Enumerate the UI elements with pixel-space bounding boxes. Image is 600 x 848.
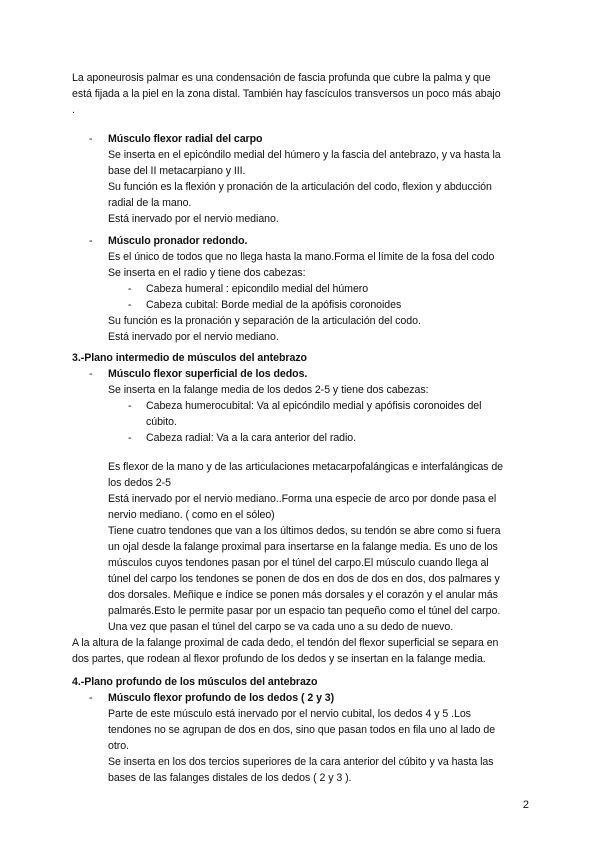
paragraph-line: túnel del carpo los tendones se ponen de dos en dos de dos en dos, dos palmares y [108, 573, 500, 585]
sub-item: cúbito. [146, 416, 177, 428]
paragraph-line: músculos cuyos tendones pasan por el túnel del carpo.El músculo cuando llega al [108, 557, 489, 569]
paragraph-line: Está inervado por el nervio mediano..Forma una especie de arco por donde pasa el [108, 493, 497, 505]
paragraph-line: los dedos 2-5 [108, 477, 171, 489]
paragraph-line: Parte de este músculo está inervado por el nervio cubital, los dedos 4 y 5 .Los [108, 708, 471, 720]
paragraph-line: dos dorsales. Meñique e índice se ponen más dorsales y el corazón y el anular más [108, 589, 498, 601]
paragraph-line: Su función es la pronación y separación de la articulación del codo. [108, 315, 421, 327]
muscle-title-flexor-radial: Músculo flexor radial del carpo [108, 133, 263, 145]
section-heading-3: 3.-Plano intermedio de músculos del antebrazo [72, 352, 307, 364]
paragraph-line: Se inserta en el epicóndilo medial del húmero y la fascia del antebrazo, y va hasta la [108, 149, 501, 161]
paragraph-line: base del II metacarpiano y III. [108, 165, 246, 177]
sub-item: Cabeza humerocubital: Va al epicóndilo medial y apófisis coronoides del [146, 400, 482, 412]
paragraph-line: Está inervado por el nervio mediano. [108, 331, 279, 343]
paragraph-line: Se inserta en el radio y tiene dos cabezas: [108, 267, 306, 279]
intro-line: está fijada a la piel en la zona distal. También hay fascículos transversos un poco más abajo [72, 88, 501, 100]
muscle-title-flexor-superficial: Músculo flexor superficial de los dedos. [108, 368, 308, 380]
paragraph-line: nervio mediano. ( como en el sóleo) [108, 509, 275, 521]
paragraph-line: un ojal desde la falange proximal para insertarse en la falange media. Es uno de los [108, 541, 498, 553]
paragraph-line: bases de las falanges distales de los dedos ( 2 y 3 ). [108, 772, 352, 784]
sub-bullet-marker: - [128, 400, 132, 412]
paragraph-line: dos partes, que rodean al flexor profundo de los dedos y se insertan en la falange media. [72, 653, 486, 665]
paragraph-line: Una vez que pasan el túnel del carpo se va cada uno a su dedo de nuevo. [108, 621, 454, 633]
paragraph-line: Tiene cuatro tendones que van a los últimos dedos, su tendón se abre como si fuera [108, 525, 501, 537]
section-heading-4: 4.-Plano profundo de los músculos del antebrazo [72, 676, 318, 688]
paragraph-line: A la altura de la falange proximal de cada dedo, el tendón del flexor superficial se separa en [72, 637, 499, 649]
sub-item: Cabeza cubital: Borde medial de la apófisis coronoides [146, 299, 402, 311]
muscle-title-pronador: Músculo pronador redondo. [108, 235, 248, 247]
bullet-marker: - [89, 692, 93, 704]
sub-item: Cabeza radial: Va a la cara anterior del radio. [146, 432, 357, 444]
paragraph-line: Se inserta en la falange media de los dedos 2-5 y tiene dos cabezas: [108, 384, 429, 396]
intro-line: . [72, 104, 75, 116]
paragraph-line: radial de la mano. [108, 197, 192, 209]
paragraph-line: Su función es la flexión y pronación de la articulación del codo, flexion y abducción [108, 181, 492, 193]
sub-bullet-marker: - [128, 299, 132, 311]
paragraph-line: Está inervado por el nervio mediano. [108, 213, 279, 225]
intro-line: La aponeurosis palmar es una condensación de fascia profunda que cubre la palma y que [72, 72, 491, 84]
bullet-marker: - [89, 368, 93, 380]
bullet-marker: - [89, 133, 93, 145]
paragraph-line: palmarés.Esto le permite pasar por un espacio tan pequeño como el túnel del carpo. [108, 605, 501, 617]
sub-bullet-marker: - [128, 283, 132, 295]
bullet-marker: - [89, 235, 93, 247]
paragraph-line: Se inserta en los dos tercios superiores de la cara anterior del cúbito y va hasta las [108, 756, 494, 768]
page-number: 2 [522, 799, 529, 811]
sub-bullet-marker: - [128, 432, 132, 444]
paragraph-line: Es flexor de la mano y de las articulaciones metacarpofalángicas e interfalángicas de [108, 461, 504, 473]
paragraph-line: tendones no se agrupan de dos en dos, sino que pasan todos en fila uno al lado de [108, 724, 496, 736]
paragraph-line: Es el único de todos que no llega hasta la mano.Forma el límite de la fosa del codo [108, 251, 495, 263]
muscle-title-flexor-profundo: Músculo flexor profundo de los dedos ( 2 y 3) [108, 692, 335, 704]
paragraph-line: otro. [108, 740, 129, 752]
sub-item: Cabeza humeral : epicondilo medial del húmero [146, 283, 369, 295]
